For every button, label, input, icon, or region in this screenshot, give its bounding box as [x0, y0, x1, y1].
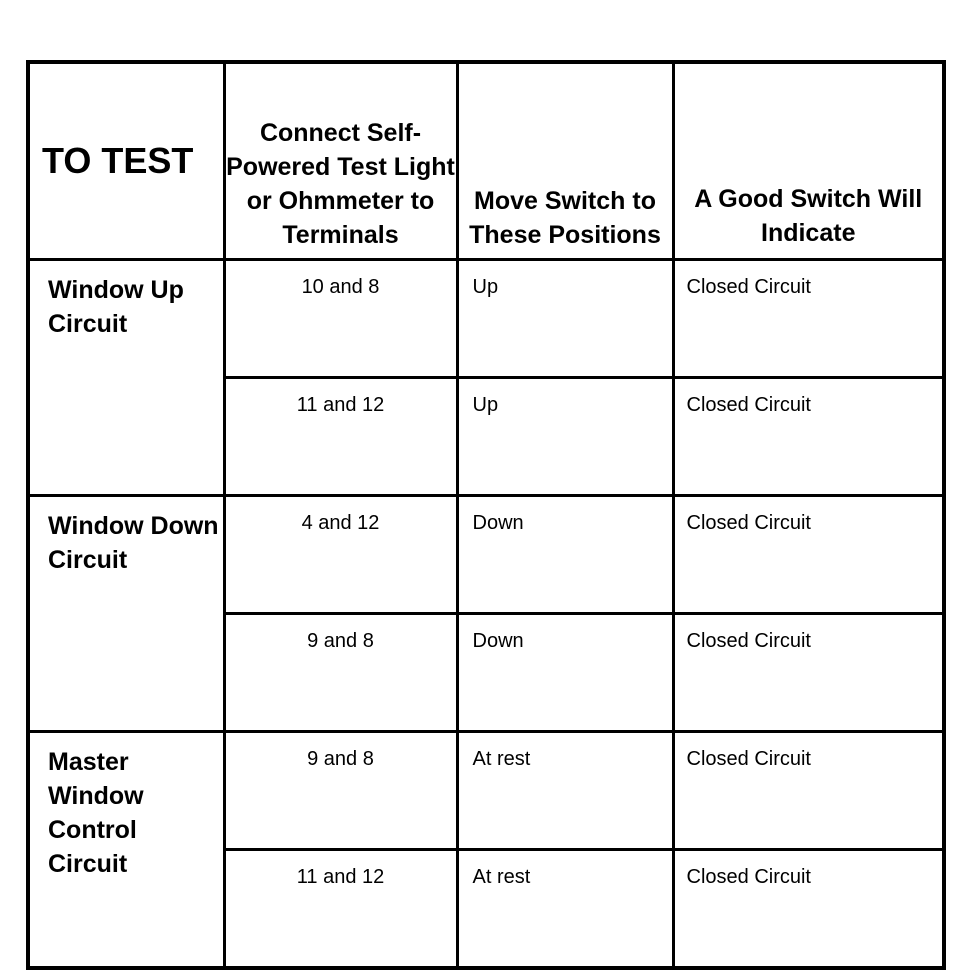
group-label-window-down: Window Down Circuit [28, 496, 224, 732]
terminals-cell: 4 and 12 [224, 496, 457, 614]
switch-test-table [26, 60, 946, 970]
table-row [28, 496, 944, 614]
terminals-cell: 11 and 12 [224, 378, 457, 496]
indication-cell: Closed Circuit [673, 850, 944, 969]
indication-cell: Closed Circuit [673, 378, 944, 496]
header-move-switch: Move Switch to These Positions [457, 62, 673, 260]
terminals-cell: 10 and 8 [224, 260, 457, 378]
terminals-cell: 11 and 12 [224, 850, 457, 969]
position-cell: At rest [457, 732, 673, 850]
header-good-switch-indicates: A Good Switch Will Indicate [673, 62, 944, 260]
terminals-cell: 9 and 8 [224, 614, 457, 732]
terminals-cell: 9 and 8 [224, 732, 457, 850]
table-header [28, 62, 944, 260]
position-cell: Down [457, 496, 673, 614]
table-row [28, 260, 944, 378]
indication-cell: Closed Circuit [673, 732, 944, 850]
position-cell: Up [457, 378, 673, 496]
table-body [28, 260, 944, 969]
position-cell: At rest [457, 850, 673, 969]
group-label-window-up: Window Up Circuit [28, 260, 224, 496]
position-cell: Up [457, 260, 673, 378]
header-to-test: TO TEST [28, 62, 224, 260]
header-connect-terminals: Connect Self-Powered Test Light or Ohmmeter to Terminals [224, 62, 457, 260]
group-label-master-control: Master Window Control Circuit [28, 732, 224, 969]
indication-cell: Closed Circuit [673, 496, 944, 614]
indication-cell: Closed Circuit [673, 614, 944, 732]
position-cell: Down [457, 614, 673, 732]
indication-cell: Closed Circuit [673, 260, 944, 378]
table-row [28, 732, 944, 850]
header-row [28, 62, 944, 260]
